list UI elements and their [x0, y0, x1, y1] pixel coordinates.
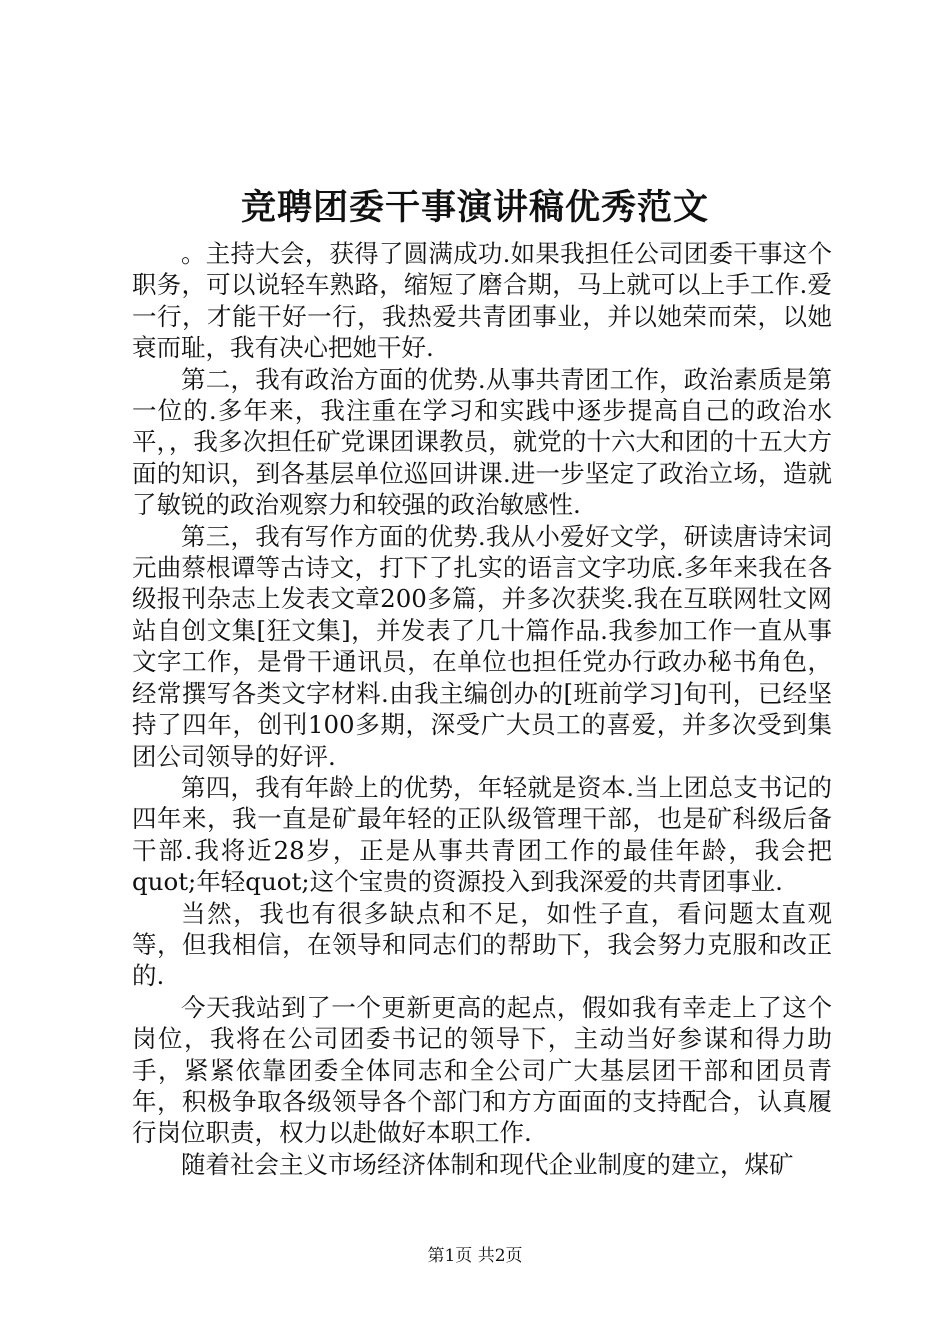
paragraph: 第三，我有写作方面的优势.我从小爱好文学，研读唐诗宋词元曲蔡根谭等古诗文，打下了扎实的语言文字功底.多年来我在各级报刊杂志上发表文章200多篇，并多次获奖.我在互联网牡文网站自创文集[狂文集]，并发表了几十篇作品.我参加工作一直从事文字工作，是骨干通讯员，在单位也担任党办行政办秘书角色，经常撰写各类文字材料.由我主编创办的[班前学习]旬刊，已经坚持了四年，创刊100多期，深受广大员工的喜爱，并多次受到集团公司领导的好评. — [132, 521, 832, 771]
paragraph: 今天我站到了一个更新更高的起点，假如我有幸走上了这个岗位，我将在公司团委书记的领导下，主动当好参谋和得力助手，紧紧依靠团委全体同志和全公司广大基层团干部和团员青年，积极争取各级领导各个部门和方方面面的支持配合，认真履行岗位职责，权力以赴做好本职工作. — [132, 992, 832, 1148]
paragraph: 。主持大会，获得了圆满成功.如果我担任公司团委干事这个职务，可以说轻车熟路，缩短了磨合期，马上就可以上手工作.爱一行，才能干好一行，我热爱共青团事业，并以她荣而荣，以她衰而耻，我有决心把她干好. — [132, 239, 832, 363]
paragraph: 第四，我有年龄上的优势，年轻就是资本.当上团总支书记的四年来，我一直是矿最年轻的正队级管理干部，也是矿科级后备干部.我将近28岁，正是从事共青团工作的最佳年龄，我会把quot;年轻quot;这个宝贵的资源投入到我深爱的共青团事业. — [132, 772, 832, 897]
page-number-footer: 第1页 共2页 — [427, 1246, 523, 1266]
document-title: 竞聘团委干事演讲稿优秀范文 — [240, 187, 709, 228]
document-body — [132, 238, 832, 1180]
paragraph: 第二，我有政治方面的优势.从事共青团工作，政治素质是第一位的.多年来，我注重在学习和实践中逐步提高自己的政治水平，，我多次担任矿党课团课教员，就党的十六大和团的十五大方面的知识，到各基层单位巡回讲课.进一步坚定了政治立场，造就了敏锐的政治观察力和较强的政治敏感性. — [132, 364, 832, 520]
paragraph: 当然，我也有很多缺点和不足，如性子直，看问题太直观等，但我相信，在领导和同志们的帮助下，我会努力克服和改正的. — [132, 898, 832, 991]
paragraph: 随着社会主义市场经济体制和现代企业制度的建立，煤矿 — [181, 1149, 794, 1179]
